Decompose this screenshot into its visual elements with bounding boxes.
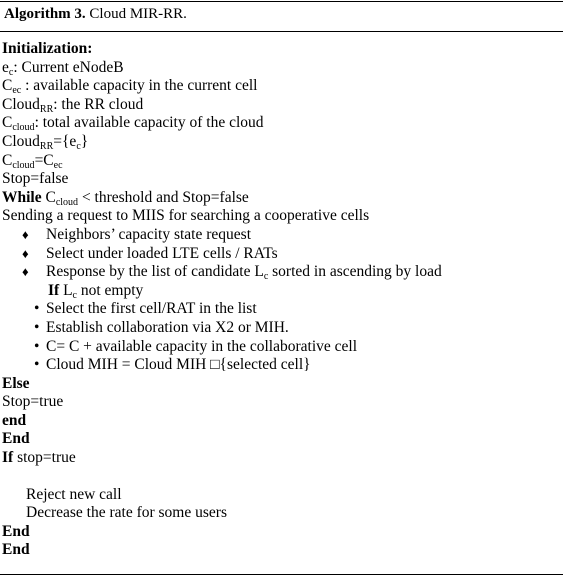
diamond-icon: ♦	[22, 245, 29, 261]
line-ccloud-def: $C_{cloud}$: total available capacity of the cloud	[2, 114, 264, 134]
line-cloudrr-def: Cloud$_{RR}$: the RR cloud	[2, 95, 144, 115]
diamond-item-3: ♦ Response by the list of candidate $L_c$ sorted in ascending by load	[22, 263, 442, 283]
line-if-stop-true: If stop=true	[2, 449, 76, 467]
line-ec-def: $e_c$: Current eNodeB	[2, 58, 124, 78]
bullet-icon: •	[34, 318, 40, 336]
caption-title: Cloud MIR-RR.	[89, 6, 187, 22]
line-cec-def: $C_{ec}$ : available capacity in the current cell	[2, 77, 258, 97]
line-while: While $C_{cloud}$ < threshold and Stop=false	[2, 188, 249, 208]
end-keyword-3: End	[2, 522, 30, 540]
diamond-item-1: ♦ Neighbors’ capacity state request	[22, 225, 252, 243]
end-keyword-1: end	[2, 411, 27, 429]
line-stop-false: Stop=false	[2, 170, 69, 188]
line-decrease: Decrease the rate for some users	[26, 504, 227, 522]
bullet-icon: •	[34, 337, 40, 355]
bullet-item-4: • Cloud MIH = Cloud MIH □{selected cell}	[34, 356, 311, 374]
end-keyword-2: End	[2, 430, 30, 448]
bullet-item-3: • C= C + available capacity in the collaborative cell	[34, 337, 357, 355]
algorithm-body	[2, 40, 560, 560]
line-assign-ccloud: $C_{cloud}=C_{ec}$	[2, 151, 63, 171]
bullet-icon: •	[34, 356, 40, 374]
end-keyword-4: End	[2, 541, 30, 559]
initialization-heading: Initialization:	[2, 40, 93, 57]
line-stop-true: Stop=true	[2, 393, 64, 411]
bottom-rule	[0, 574, 563, 575]
diamond-icon: ♦	[22, 264, 29, 280]
blank-line	[2, 468, 560, 486]
diamond-item-2: ♦ Select under loaded LTE cells / RATs	[22, 244, 278, 262]
line-reject: Reject new call	[26, 485, 122, 503]
top-rule	[0, 1, 563, 2]
diamond-icon: ♦	[22, 226, 29, 242]
algorithm-caption	[4, 6, 187, 23]
else-keyword: Else	[2, 374, 30, 392]
caption-rule	[0, 31, 563, 32]
bullet-icon: •	[34, 300, 40, 318]
line-sending: Sending a request to MIIS for searching a cooperative cells	[2, 207, 370, 225]
caption-label: Algorithm 3.	[4, 6, 86, 22]
line-assign-cloudrr: $Cloud_{RR}=\{e_c\}$	[2, 132, 89, 152]
line-if-not-empty: If $L_c$ not empty	[48, 281, 144, 301]
bullet-item-1: • Select the first cell/RAT in the list	[34, 300, 257, 318]
bullet-item-2: • Establish collaboration via X2 or MIH.	[34, 318, 289, 336]
